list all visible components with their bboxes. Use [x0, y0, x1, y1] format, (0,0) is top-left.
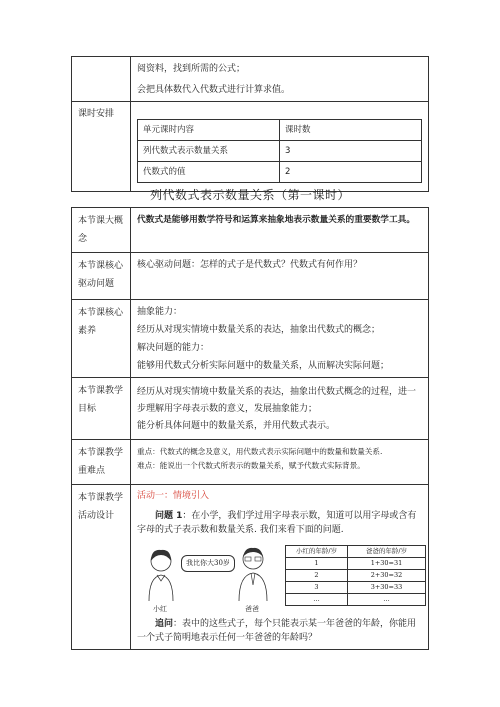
followup-text: ：表中的这些式子，每个只能表示某一年爸爸的年龄，你能用一个式子简明地表示任何一年爸爸的年龄吗？: [137, 619, 417, 643]
question1-label: 问题 1: [155, 511, 183, 521]
ages-table: [285, 545, 426, 606]
ages-cell: 3+30=33: [348, 582, 426, 594]
prep-line-2: 会把具体数代入代数式进行计算求值。: [137, 85, 291, 95]
keypoint-line: 重点：代数式的概念及意义，用代数式表示实际问题中的数量和数量关系.: [137, 447, 383, 456]
schedule-header-count: 课时数: [280, 120, 422, 141]
schedule-header-content: 单元课时内容: [138, 120, 280, 141]
prep-cell: [131, 57, 429, 102]
question1-text: ：在小学，我们学过用字母表示数，知道可以用字母或含有字母的式子表示数和数量关系. 我们来看下面的问题.: [137, 511, 417, 535]
activity-title: 活动一：情境引入: [137, 491, 210, 501]
lesson-title: 列代数式表示数量关系（第一课时）: [149, 188, 350, 202]
ages-cell: …: [348, 594, 426, 606]
prep-line-1: 阅资料，找到所需的公式；: [137, 64, 246, 74]
followup-paragraph: [137, 617, 422, 645]
literacy-line: 解决问题的能力：: [137, 343, 210, 353]
lesson-table: [71, 207, 429, 650]
schedule-label: 课时安排: [72, 102, 131, 192]
schedule-row-name: 列代数式表示数量关系: [138, 141, 280, 162]
ages-cell: 1: [286, 558, 348, 570]
schedule-table: [137, 119, 422, 183]
ages-header-father: 爸爸的年龄/岁: [348, 546, 426, 558]
literacy-line: 能够用代数式分析实际问题中的数量关系，从而解决实际问题；: [137, 361, 390, 371]
schedule-row-count: 3: [280, 141, 422, 162]
goal-cell: [131, 378, 429, 440]
keypoint-label: 本节课教学重难点: [72, 440, 131, 485]
goal-label: 本节课教学目标: [72, 378, 131, 440]
concept-text: 代数式是能够用数学符号和运算来抽象地表示数量关系的重要数学工具。: [131, 208, 429, 253]
literacy-line: 经历从对现实情境中数量关系的表达，抽象出代数式的概念；: [137, 325, 381, 335]
ages-header-girl: 小红的年龄/岁: [286, 546, 348, 558]
ages-cell: 3: [286, 582, 348, 594]
goal-line: 能分析具体问题中的数量关系，并用代数式表示。: [137, 421, 336, 431]
top-table: [71, 56, 429, 192]
literacy-line: 抽象能力：: [137, 307, 183, 317]
ages-cell: …: [286, 594, 348, 606]
schedule-cell: [131, 102, 429, 192]
blank-cell: [72, 57, 131, 102]
question-label: 本节课核心驱动问题: [72, 253, 131, 300]
concept-label: 本节课大概念: [72, 208, 131, 253]
literacy-label: 本节课核心素养: [72, 300, 131, 378]
question-text: 核心驱动问题：怎样的式子是代数式？代数式有何作用？: [131, 253, 429, 300]
followup-label: 追问: [155, 619, 174, 629]
illustration: [137, 545, 422, 611]
schedule-row-name: 代数式的值: [138, 162, 280, 183]
literacy-cell: [131, 300, 429, 378]
ages-cell: 2: [286, 570, 348, 582]
goal-line: 经历从对现实情境中数量关系的表达，抽象出代数式概念的过程，进一步理解用字母表示数的意义，发展抽象能力；: [137, 387, 417, 414]
design-label: 本节课教学活动设计: [72, 485, 131, 650]
girl-figure: [141, 547, 181, 605]
speech-bubble: 我比你大30岁: [181, 555, 235, 572]
question1-paragraph: [137, 509, 422, 537]
keypoint-cell: [131, 440, 429, 485]
schedule-row-count: 2: [280, 162, 422, 183]
design-cell: [131, 485, 429, 650]
girl-caption: 小红: [153, 605, 167, 613]
father-caption: 爸爸: [245, 605, 259, 613]
ages-cell: 1+30=31: [348, 558, 426, 570]
ages-cell: 2+30=32: [348, 570, 426, 582]
keypoint-line: 难点：能说出一个代数式所表示的数量关系，赋予代数式实际背景。: [137, 461, 365, 470]
father-figure: [233, 545, 273, 603]
